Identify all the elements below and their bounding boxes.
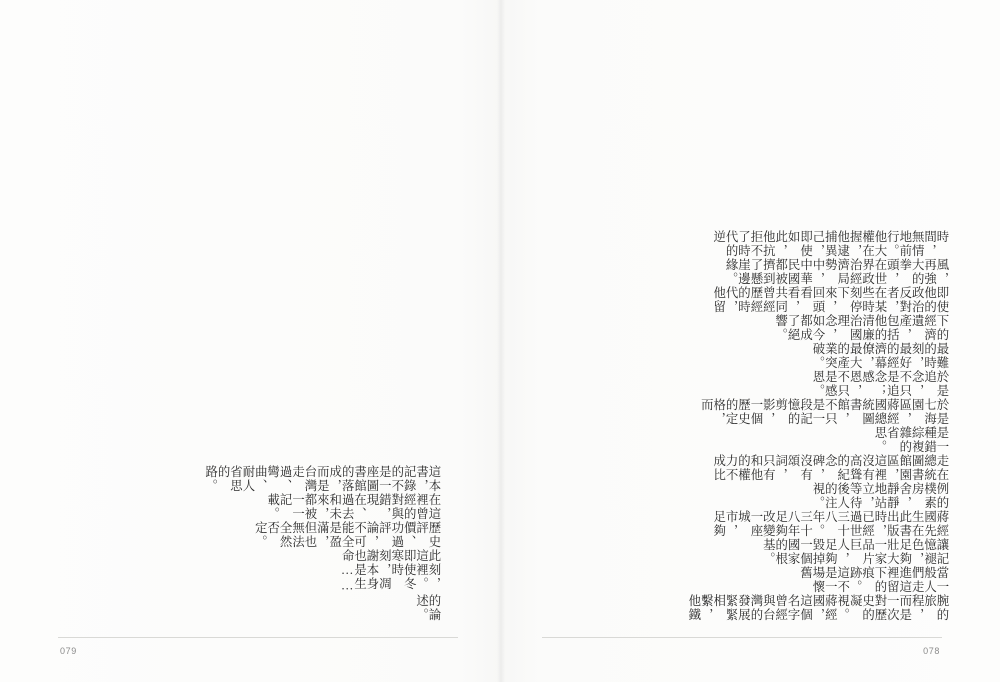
text-column: 蔣經國先生在此書出版時，已經過世三十八年。三十八年足夠改變一座城市，足夠 bbox=[711, 510, 949, 538]
text-column: 下的經濟遺產，包括他的清廉治國理念，如今都成了絕響。 bbox=[773, 314, 949, 342]
text-column: 最難的時刻，最好的經濟幕僚，最大的產業突破。 bbox=[810, 342, 949, 370]
text-column: 於是追念，不只是追念；感恩，不只是感恩。 bbox=[810, 370, 949, 398]
text-column: 在這裡曾經的對與錯，現在、過去和未來，都被一一記載。 bbox=[265, 492, 441, 521]
text-column: 這本書，記錄的不是一座圖書館的落成，而是台灣走過、彎曲、耐人省思的路。 bbox=[203, 464, 441, 493]
right-page bbox=[500, 0, 1000, 682]
text-column: 例的樸素房舍，靜靜地站立，等待後人的注視。 bbox=[810, 482, 949, 510]
text-column: 風，再強大的拳頭，在世界政治經濟局勢中，中華民國都被擠到了懸崖邊緣。 bbox=[724, 258, 949, 286]
page-number-right: 078 bbox=[923, 646, 940, 656]
text-column: 此刻，這裡。即使冬寒時刻，凋謝本身也是生命…… bbox=[340, 548, 441, 594]
text-column: 當一般人們走進這裡留下的痕跡。這不是一場懷舊 bbox=[798, 566, 949, 594]
left-page-columns bbox=[203, 110, 441, 622]
text-column: 讓記憶褪色，足夠壯大一家品片巨人，足夠毀掉一個國家的根基。 bbox=[761, 538, 949, 566]
text-column: 於是七海園區，蔣經國總統圖書館，不只是一段記憶的剪影，一個歷史的定格，而 bbox=[699, 398, 949, 426]
text-column: 即使他的政治反對者，在某些時刻停下來，回頭看看，共同曾經歷經的時代，他留 bbox=[711, 286, 949, 314]
book-gutter bbox=[497, 0, 505, 682]
text-column: 的論述。 bbox=[414, 594, 441, 622]
text-column: 走在總統圖書館園區，這裡沒有高聳的紀念碑，沒有頌詞，只有和他的權力不成比 bbox=[711, 454, 949, 482]
right-page-columns bbox=[686, 110, 949, 622]
text-column: 歷史評價、功過評論，不可能全是盈滿，但也無法全然否定。 bbox=[253, 520, 441, 549]
left-page-text-block bbox=[0, 110, 500, 622]
footer-rule bbox=[542, 637, 942, 638]
text-column: 腕的旅程，而是一次對歷史的凝視。蔣經國，這個名字曾經與台灣的發展緊緊相繫，他鐵 bbox=[686, 594, 949, 622]
text-column: 時間，無情地前行。他大權在握，他逮捕異己，即使如此，他抗拒不了時代的逆 bbox=[711, 230, 949, 258]
right-page-text-block bbox=[500, 110, 1000, 622]
text-column: 是一種錯綜複雜的省思。 bbox=[872, 426, 949, 454]
page-number-left: 079 bbox=[60, 646, 77, 656]
footer-rule bbox=[58, 637, 458, 638]
